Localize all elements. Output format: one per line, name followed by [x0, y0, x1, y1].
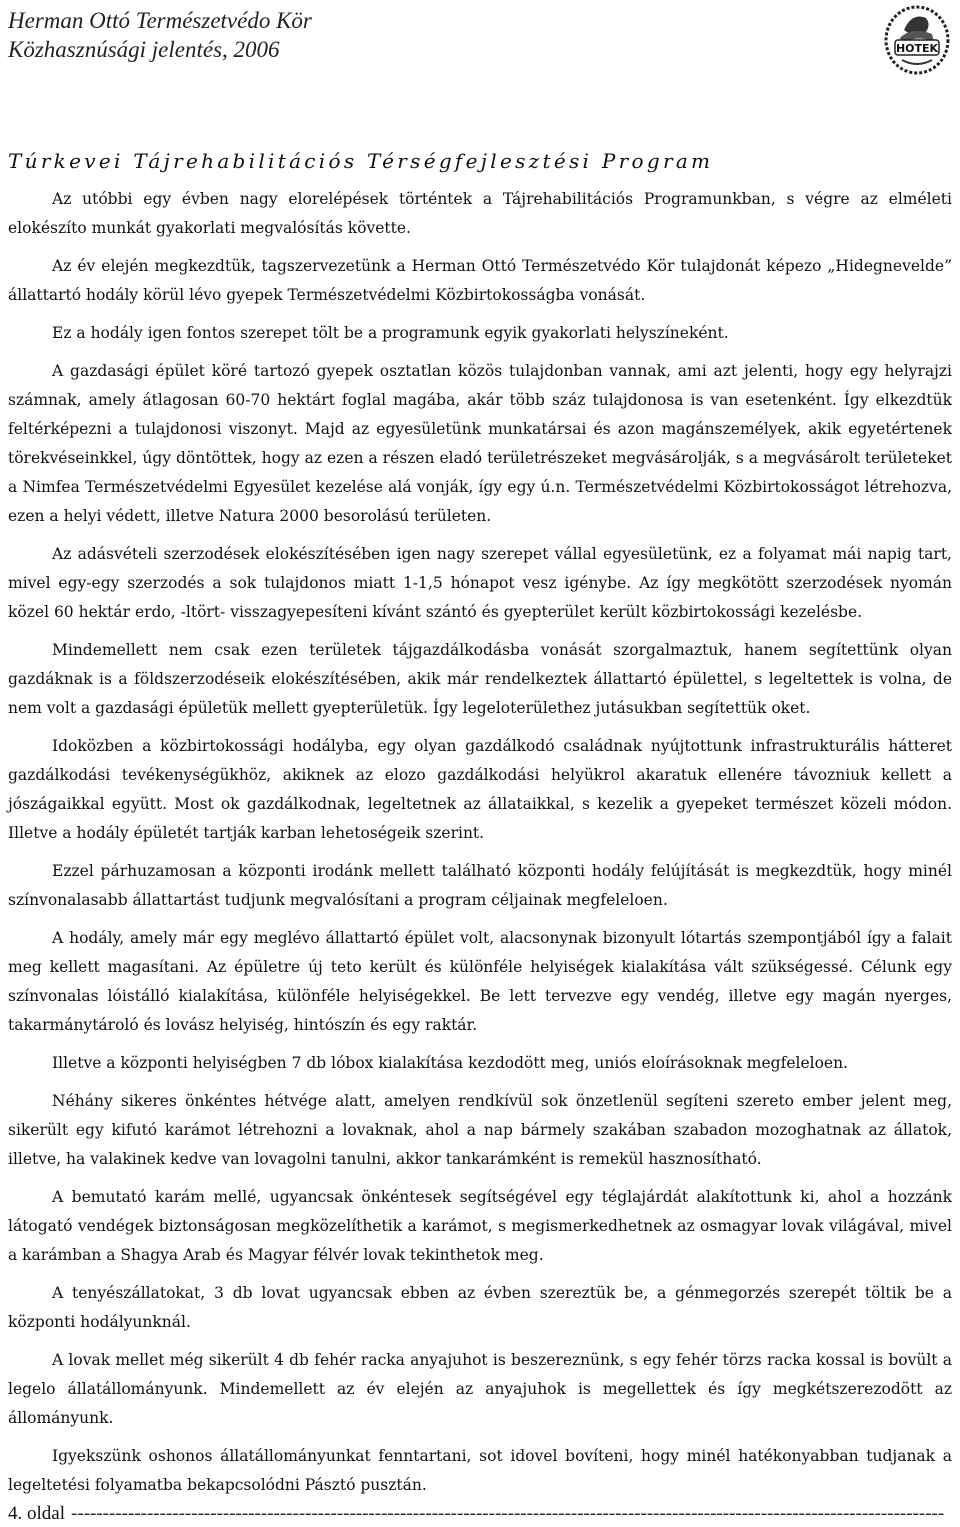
page-footer: [8, 1500, 952, 1526]
paragraph: A tenyészállatokat, 3 db lovat ugyancsak ebben az évben szereztük be, a génmegorzés szerepét töltik be a központi hodályunknál.: [8, 1284, 952, 1331]
paragraph: A hodály, amely már egy meglévo állattartó épület volt, alacsonynak bizonyult lótartás szempontjából így a falait meg kellett magasítani. Az épületre új teto került és különféle helyiségek kialakítása vált szükségessé. Célunk egy színvonalas lóistálló kialakítása, különféle helyiségekkel. Be lett tervezve egy vendég, illetve egy magán nyerges, takarmánytároló és lovász helyiség, hintószín és egy raktár.: [8, 929, 952, 1034]
paragraph: A lovak mellet még sikerült 4 db fehér racka anyajuhot is beszereznünk, s egy fehér törzs racka kossal is bovült a legelo állatállományunk. Mindemellett az év elején az anyajuhok is megellettek és így megkétszerezodött az állományunk.: [8, 1351, 952, 1427]
paragraph: Ezzel párhuzamosan a központi irodánk mellett található központi hodály felújítását is megkezdtük, hogy minél színvonalasabb állattartást tudjunk megvalósítani a program céljainak megfeleloen.: [8, 862, 952, 909]
footer-rule: ------------------------------------------------------------------------------------------------------------------------------------------: [71, 1503, 945, 1524]
paragraph: Igyekszünk oshonos állatállományunkat fenntartani, sot idovel bovíteni, hogy minél hatékonyabban tudjanak a legeltetési folyamatba bekapcsolódni Pásztó pusztán.: [8, 1447, 952, 1494]
paragraph: Mindemellett nem csak ezen területek tájgazdálkodásba vonását szorgalmaztuk, hanem segítettünk olyan gazdáknak is a földszerzodéseik elokészítésében, akik már rendelkeztek állattartó épülettel, s legeltettek is volna, de nem volt a gazdasági épületük mellett gyepterületük. Így legeloterülethez jutásukban segítettük oket.: [8, 641, 952, 717]
organization-name: Herman Ottó Természetvédo Kör: [8, 8, 312, 33]
page-header: [8, 6, 952, 76]
paragraph: Az utóbbi egy évben nagy elorelépések történtek a Tájrehabilitációs Programunkban, s végre az elméleti elokészíto munkát gyakorlati megvalósítás követte.: [8, 190, 952, 237]
paragraph: Néhány sikeres önkéntes hétvége alatt, amelyen rendkívül sok önzetlenül segíteni szereto ember jelent meg, sikerült egy kifutó karámot létrehozni a lovaknak, ahol a nap bármely szakában szabadon mozoghatnak az állatok, illetve, ha valakinek kedve van lovagolni tanulni, akkor tankarámként is remekül hasznosítható.: [8, 1092, 952, 1168]
paragraph: Ez a hodály igen fontos szerepet tölt be a programunk egyik gyakorlati helyszíneként.: [52, 324, 729, 342]
paragraph: A bemutató karám mellé, ugyancsak önkéntesek segítségével egy téglajárdát alakítottunk ki, ahol a hozzánk látogató vendégek biztonságosan megközelíthetik a karámot, s megismerkedhetnek az osmagyar lovak világával, mivel a karámban a Shagya Arab és Magyar félvér lovak tekinthetok meg.: [8, 1188, 952, 1264]
section-title: Túrkevei Tájrehabilitációs Térségfejlesztési Program: [8, 149, 714, 173]
paragraph: Illetve a központi helyiségben 7 db lóbox kialakítása kezdodött meg, uniós eloírásoknak megfeleloen.: [52, 1054, 848, 1072]
report-title: Közhasznúsági jelentés, 2006: [8, 37, 280, 62]
paragraph: Az év elején megkezdtük, tagszervezetünk a Herman Ottó Természetvédo Kör tulajdonát képezo „Hidegnevelde” állattartó hodály körül lévo gyepek Természetvédelmi Közbirtokosságba vonását.: [8, 257, 952, 304]
document-body: [8, 185, 952, 1509]
paragraph: A gazdasági épület köré tartozó gyepek osztatlan közös tulajdonban vannak, ami azt jelenti, hogy egy helyrajzi számnak, amely átlagosan 60-70 hektárt foglal magába, akár több száz tulajdonosa is van esetenként. Így elkezdtük feltérképezni a tulajdonosi viszonyt. Majd az egyesületünk munkatársai és azon magánszemélyek, akik egyetértenek törekvéseinkkel, úgy döntöttek, hogy az ezen a részen eladó területrészeket megvásárolják, s a megvásárolt területeket a Nimfea Természetvédelmi Egyesület kezelése alá vonják, így egy ú.n. Természetvédelmi Közbirtokosságot létrehozva, ezen a helyi védett, illetve Natura 2000 besorolású területen.: [8, 362, 952, 525]
logo-text: HOTEK: [895, 42, 939, 55]
page-number: 4. oldal: [8, 1503, 65, 1524]
paragraph: Az adásvételi szerzodések elokészítésében igen nagy szerepet vállal egyesületünk, ez a folyamat mái napig tart, mivel egy-egy szerzodés a sok tulajdonos miatt 1-1,5 hónapot vesz igénybe. Az így megkötött szerzodések nyomán közel 60 hektár erdo, -ltört- visszagyepesíteni kívánt szántó és gyepterület került közbirtokossági kezelésbe.: [8, 545, 952, 621]
paragraph: Idoközben a közbirtokossági hodályba, egy olyan gazdálkodó családnak nyújtottunk infrastrukturális hátteret gazdálkodási tevékenységükhöz, akiknek az elozo gazdálkodási helyükrol akaratuk ellenére távozniuk kellett a jószágaikkal együtt. Most ok gazdálkodnak, legeltetnek az állataikkal, s kezelik a gyepeket természet közeli módon. Illetve a hodály épületét tartják karban lehetoségeik szerint.: [8, 737, 952, 842]
hotek-logo: [882, 4, 952, 76]
